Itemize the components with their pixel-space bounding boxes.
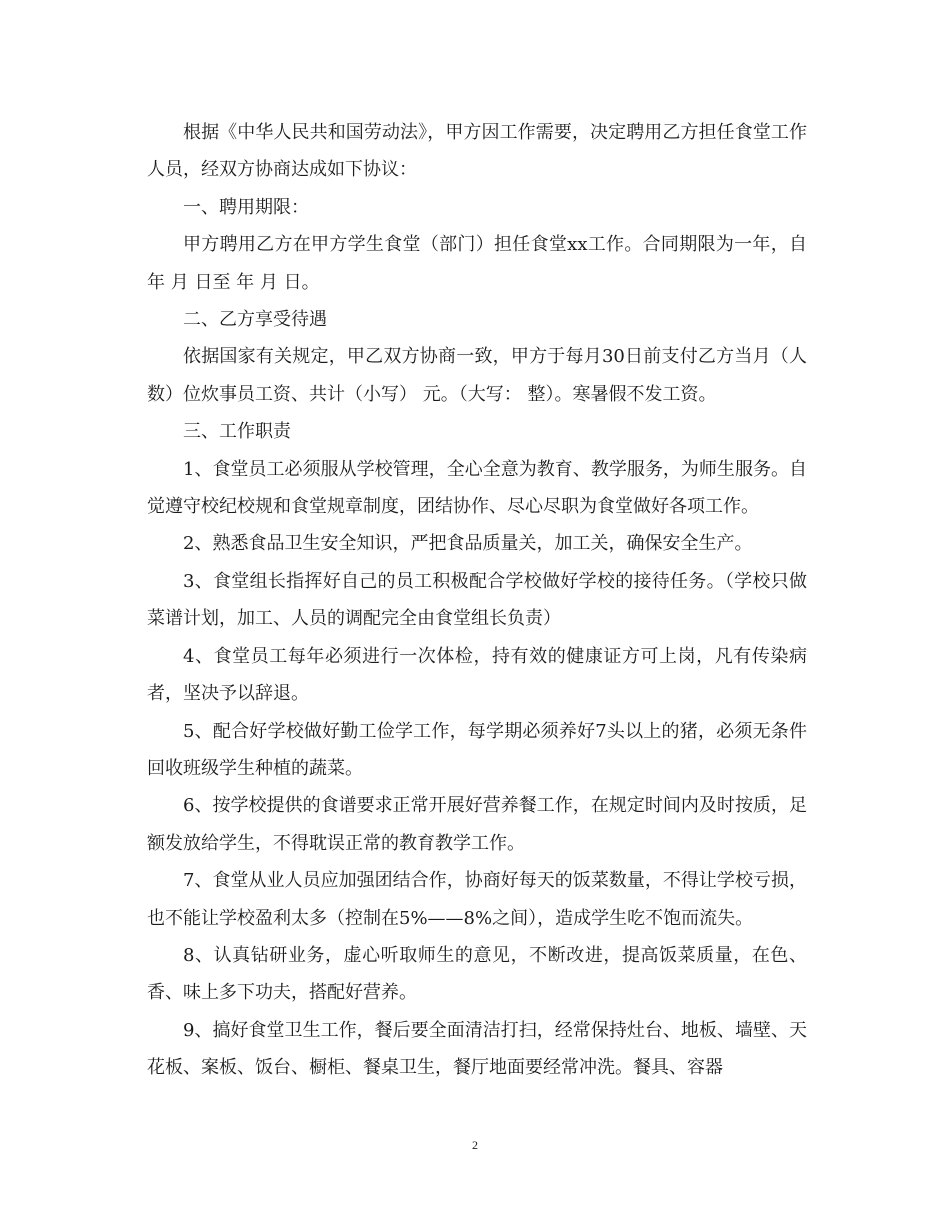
paragraph-employment-term: 甲方聘用乙方在甲方学生食堂（部门）担任食堂xx工作。合同期限为一年，自 年 月 日至 年 月 日。 [147,234,807,293]
duty-item-5: 5、配合好学校做好勤工俭学工作，每学期必须养好7头以上的猪，必须无条件回收班级学生种植的蔬菜。 [147,720,807,779]
duty-item-2: 2、熟悉食品卫生安全知识，严把食品质量关，加工关，确保安全生产。 [183,533,753,555]
duty-item-4: 4、食堂员工每年必须进行一次体检，持有效的健康证方可上岗，凡有传染病者，坚决予以辞退。 [147,645,807,705]
duty-item-6: 6、按学校提供的食谱要求正常开展好营养餐工作，在规定时间内及时按质，足额发放给学生，不得耽误正常的教育教学工作。 [147,795,807,854]
paragraph-preamble: 根据《中华人民共和国劳动法》，甲方因工作需要，决定聘用乙方担任食堂工作人员，经双方协商达成如下协议： [147,122,807,181]
document-body [147,114,807,1087]
duty-item-3: 3、食堂组长指挥好自己的员工积极配合学校做好学校的接待任务。（学校只做菜谱计划，加工、人员的调配完全由食堂组长负责） [147,570,807,630]
duty-item-1: 1、食堂员工必须服从学校管理，全心全意为教育、教学服务，为师生服务。自觉遵守校纪校规和食堂规章制度，团结协作、尽心尽职为食堂做好各项工作。 [147,458,807,518]
duty-item-8: 8、认真钻研业务，虚心听取师生的意见，不断改进，提高饭菜质量，在色、香、味上多下功夫，搭配好营养。 [147,944,807,1004]
duty-item-7: 7、食堂从业人员应加强团结合作，协商好每天的饭菜数量，不得让学校亏损，也不能让学校盈利太多（控制在5%——8%之间），造成学生吃不饱而流失。 [147,870,807,929]
heading-employment-term: 一、聘用期限： [183,196,309,218]
paragraph-compensation: 依据国家有关规定，甲乙双方协商一致，甲方于每月30日前支付乙方当月（人数）位炊事员工资、共计（小写） 元。（大写： 整）。寒暑假不发工资。 [147,346,807,405]
page-number: 2 [472,1138,478,1152]
duty-item-9: 9、搞好食堂卫生工作，餐后要全面清洁打扫，经常保持灶台、地板、墙壁、天花板、案板、饭台、橱柜、餐桌卫生，餐厅地面要经常冲洗。餐具、容器 [147,1019,807,1079]
heading-compensation: 二、乙方享受待遇 [183,309,327,331]
heading-duties: 三、工作职责 [183,421,291,443]
